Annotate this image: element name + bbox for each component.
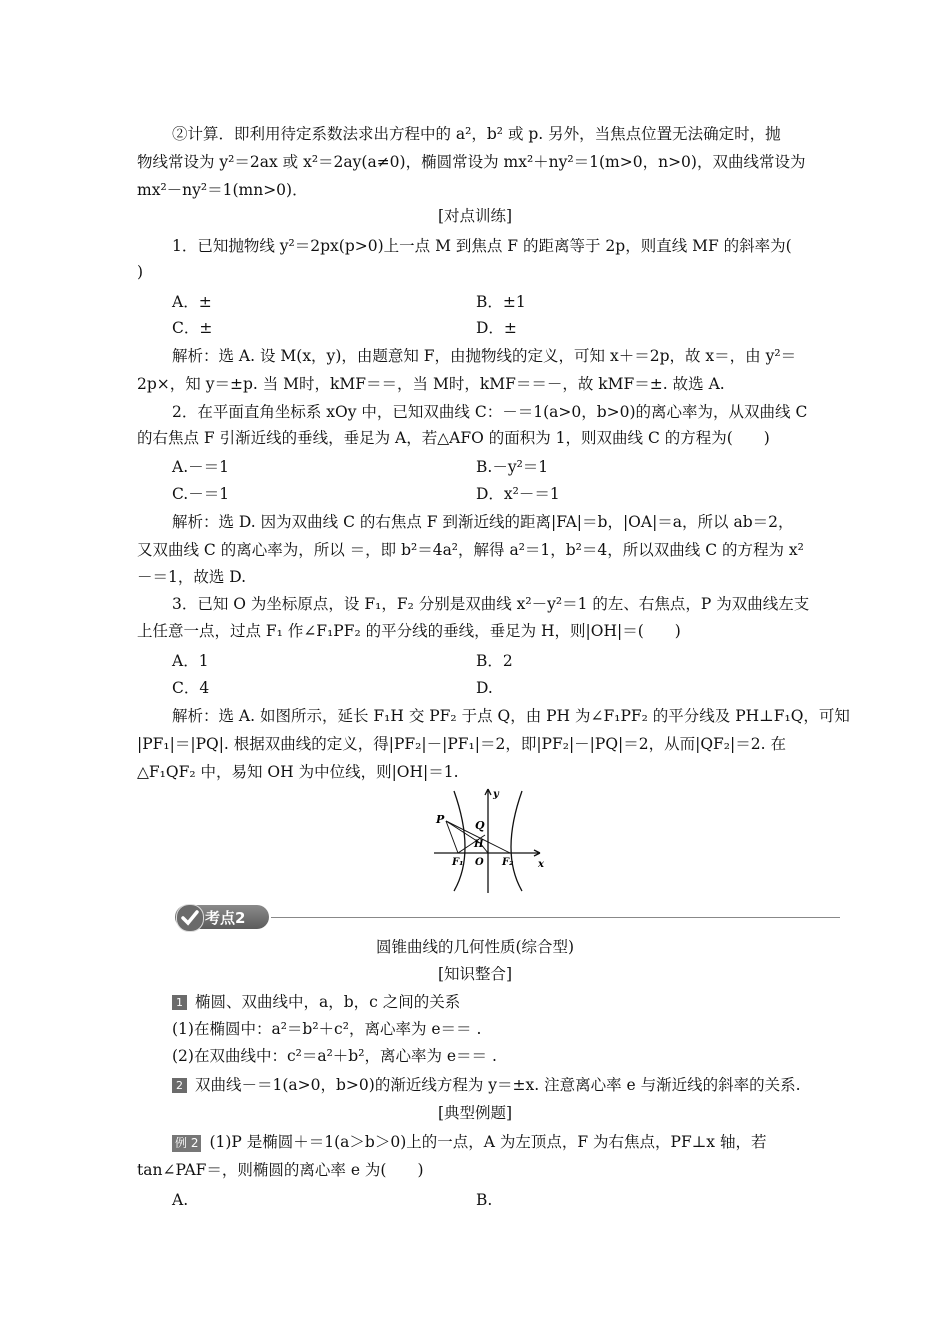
q3-solution-line-1: 解析：选 A. 如图所示，延长 F₁H 交 PF₂ 于点 Q，由 PH 为∠F₁PF₂ 的平分线及 PH⊥F₁Q，可知: [172, 707, 850, 725]
q2-option-b: B.－y²＝1: [476, 458, 549, 476]
q3-option-b: B．2: [476, 652, 513, 670]
q1-option-d: D．±: [476, 319, 517, 337]
q2-option-c: C.－＝1: [172, 485, 230, 503]
label-f1: F₁: [452, 857, 464, 868]
number-square-icon: 2: [172, 1078, 187, 1093]
knowledge-item-1: [172, 992, 460, 1012]
hyperbola-figure: [430, 785, 550, 895]
label-y: y: [493, 789, 499, 800]
q3-solution-line-2: |PF₁|＝|PQ|. 根据双曲线的定义，得|PF₂|－|PF₁|＝2，即|PF₂|－|PQ|＝2，从而|QF₂|＝2. 在: [137, 735, 786, 753]
q2-stem-line-1: 2．在平面直角坐标系 xOy 中，已知双曲线 C：－＝1(a>0，b>0)的离心率为，从双曲线 C: [172, 403, 808, 421]
example-2-option-b: B.: [476, 1191, 493, 1209]
q2-option-d: D．x²－＝1: [476, 485, 560, 503]
q2-stem-line-2: 的右焦点 F 引渐近线的垂线，垂足为 A，若△AFO 的面积为 1，则双曲线 C 的方程为( ): [137, 429, 770, 447]
q2-solution-line-2: 又双曲线 C 的离心率为，所以 ＝，即 b²＝4a²，解得 a²＝1，b²＝4，所以双曲线 C 的方程为 x²: [137, 541, 804, 559]
q1-solution-line-2: 2p×，知 y＝±p. 当 M时，kMF＝＝，当 M时，kMF＝＝－，故 kMF＝±. 故选 A.: [137, 375, 725, 393]
section-examples-heading: [典型例题]: [437, 1104, 513, 1122]
knowledge-item-1-sub-2: (2)在双曲线中：c²＝a²＋b²，离心率为 e＝＝ .: [172, 1047, 497, 1065]
section-knowledge-heading: [知识整合]: [437, 965, 513, 983]
knowledge-item-1-sub-1: (1)在椭圆中：a²＝b²＋c²，离心率为 e＝＝ .: [172, 1020, 482, 1038]
knowledge-item-1-text: 椭圆、双曲线中，a，b，c 之间的关系: [195, 993, 461, 1011]
q2-option-a: A.－＝1: [172, 458, 229, 476]
q1-stem-line-2: ): [137, 263, 144, 281]
label-f2: F₂: [502, 857, 514, 868]
q2-solution-line-1: 解析：选 D. 因为双曲线 C 的右焦点 F 到渐近线的距离|FA|＝b，|OA|＝a，所以 ab＝2，: [172, 513, 794, 531]
q2-solution-line-3: －＝1，故选 D.: [137, 568, 247, 586]
hyperbola-left-branch: [454, 791, 465, 891]
hyperbola-right-branch: [511, 791, 522, 891]
q3-option-c: C．4: [172, 679, 210, 697]
kaodian-band: [175, 905, 840, 929]
q1-solution-line-1: 解析：选 A. 设 M(x，y)，由题意知 F，由抛物线的定义，可知 x＋＝2p，故 x＝，由 y²＝: [172, 347, 797, 365]
intro-line-2: 物线常设为 y²＝2ax 或 x²＝2ay(a≠0)，椭圆常设为 mx²＋ny²＝1(m>0，n>0)，双曲线常设为: [137, 153, 806, 171]
section-practice-heading: [对点训练]: [437, 207, 513, 225]
kaodian-rule: [271, 917, 840, 918]
q3-option-a: A．1: [172, 652, 209, 670]
label-p: P: [436, 813, 445, 826]
q1-option-a: A．±: [172, 293, 212, 311]
example-2-line-1: [172, 1132, 766, 1152]
check-icon: [176, 904, 204, 932]
knowledge-item-2-text: 双曲线－＝1(a>0，b>0)的渐近线方程为 y＝±x. 注意离心率 e 与渐近线的斜率的关系.: [195, 1076, 801, 1094]
label-h: H: [474, 839, 484, 850]
label-x: x: [538, 859, 544, 870]
example-badge: 例 2: [172, 1135, 201, 1152]
q3-option-d: D.: [476, 679, 493, 697]
q1-option-c: C．±: [172, 319, 213, 337]
q1-stem-line-1: 1．已知抛物线 y²＝2px(p>0)上一点 M 到焦点 F 的距离等于 2p，则直线 MF 的斜率为(: [172, 237, 792, 255]
knowledge-item-2: [172, 1075, 801, 1095]
q3-stem-line-1: 3．已知 O 为坐标原点，设 F₁，F₂ 分别是双曲线 x²－y²＝1 的左、右焦点，P 为双曲线左支: [172, 595, 810, 613]
number-square-icon: 1: [172, 995, 187, 1010]
example-2-text: (1)P 是椭圆＋＝1(a＞b＞0)上的一点，A 为左顶点，F 为右焦点，PF⊥x 轴，若: [209, 1133, 767, 1151]
kaodian-badge: [175, 905, 269, 929]
q3-solution-line-3: △F₁QF₂ 中，易知 OH 为中位线，则|OH|＝1.: [137, 763, 459, 781]
q1-option-b: B．±1: [476, 293, 526, 311]
example-2-line-2: tan∠PAF＝，则椭圆的离心率 e 为( ): [137, 1161, 424, 1179]
example-2-option-a: A.: [172, 1191, 189, 1209]
intro-line-1: ②计算．即利用待定系数法求出方程中的 a²，b² 或 p. 另外，当焦点位置无法确定时，抛: [172, 125, 781, 143]
kaodian-label: 考点2: [205, 909, 246, 927]
label-o: O: [475, 857, 484, 868]
intro-line-3: mx²－ny²＝1(mn>0)．: [137, 181, 308, 199]
label-q: Q: [475, 819, 485, 832]
q3-stem-line-2: 上任意一点，过点 F₁ 作∠F₁PF₂ 的平分线的垂线，垂足为 H，则|OH|＝( ): [137, 622, 681, 640]
topic-title: 圆锥曲线的几何性质(综合型): [375, 938, 575, 956]
